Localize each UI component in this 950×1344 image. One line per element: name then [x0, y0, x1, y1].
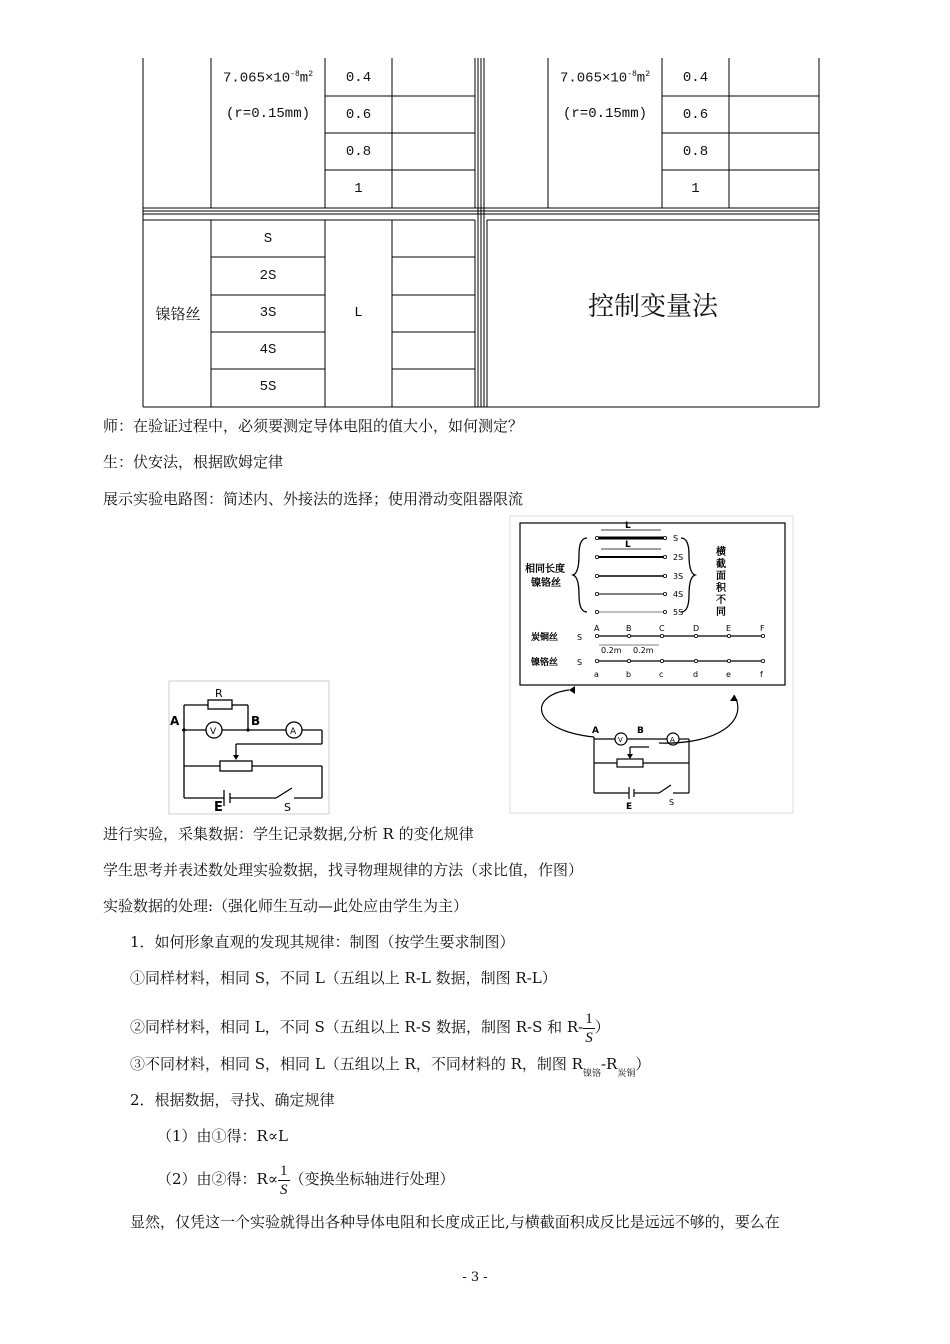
label-B: B — [251, 714, 261, 728]
point-letter: C — [659, 624, 665, 633]
s-label: S — [673, 534, 679, 543]
paragraph: 生：伏安法，根据欧姆定律 — [103, 453, 284, 471]
s-label: S — [577, 658, 583, 667]
paragraph: 师：在验证过程中，必须要测定导体电阻的值大小，如何测定？ — [103, 417, 524, 435]
item-text: ） — [635, 1055, 651, 1073]
point-letter: f — [760, 670, 763, 679]
area-unit: m — [636, 70, 646, 87]
wire-label: 镍铬丝 — [531, 658, 559, 668]
area-cell: S — [263, 231, 273, 247]
side-label-char: 横 — [716, 547, 726, 558]
label-B: B — [637, 726, 644, 736]
list-item: （1）由①得：R∝L — [157, 1127, 288, 1145]
subscript: 镍铬 — [582, 1069, 601, 1079]
length-cell: 0.8 — [345, 144, 372, 160]
label-E: E — [626, 802, 633, 812]
side-label-char: 截 — [716, 559, 726, 570]
fraction-denominator: S — [280, 1181, 288, 1198]
ammeter-icon: A — [290, 727, 297, 737]
length-symbol: L — [354, 305, 363, 321]
fraction-one-over-s — [583, 1010, 595, 1047]
side-label-char: 不 — [716, 595, 726, 606]
group-label: 镍铬丝 — [531, 578, 561, 589]
point-letter: A — [594, 624, 600, 633]
point-letter: E — [726, 624, 732, 633]
voltmeter-icon: V — [618, 736, 623, 744]
s-label: 4S — [673, 590, 684, 599]
paragraph: 展示实验电路图：简述内、外接法的选择；使用滑动变阻器限流 — [103, 490, 524, 508]
list-item — [157, 1158, 455, 1200]
area-unit-power: 2 — [645, 70, 651, 79]
method-label: 控制变量法 — [587, 292, 718, 322]
length-cell: 0.6 — [682, 107, 709, 123]
label-A: A — [592, 726, 599, 736]
area-exponent: -8 — [627, 70, 637, 79]
subscript: 炭铜 — [617, 1069, 636, 1079]
label-E: E — [214, 800, 223, 815]
list-item: 1．如何形象直观的发现其规律：制图（按学生要求制图） — [130, 933, 515, 951]
side-label-char: 同 — [716, 607, 726, 618]
area-cell: 5S — [259, 379, 277, 395]
item-text: ③不同材料，相同 S，相同 L（五组以上 R，不同材料的 R，制图 R — [130, 1055, 583, 1073]
point-letter: D — [693, 624, 700, 633]
item-text: （2）由②得：R∝ — [157, 1170, 278, 1188]
wire-label: 炭铜丝 — [531, 633, 559, 643]
area-cell: 4S — [259, 342, 277, 358]
radius-left: (r=0.15mm) — [225, 106, 310, 122]
length-label: L — [625, 540, 631, 550]
list-item — [130, 1006, 610, 1048]
area-cell: 2S — [259, 268, 277, 284]
fraction-one-over-s — [278, 1162, 290, 1199]
length-cell: 0.8 — [682, 144, 709, 160]
length-cell: 1 — [354, 181, 363, 197]
distance-label: 0.2m — [633, 646, 654, 655]
list-item: 2．根据数据，寻找、确定规律 — [130, 1091, 335, 1109]
left-circuit-diagram — [168, 680, 330, 816]
side-label-char: 积 — [716, 583, 726, 594]
area-cell: 3S — [259, 305, 277, 321]
distance-label: 0.2m — [601, 646, 622, 655]
area-unit: m — [299, 70, 309, 87]
paragraph: 进行实验，采集数据：学生记录数据,分析 R 的变化规律 — [103, 825, 474, 843]
area-value-left — [211, 70, 325, 87]
fraction-numerator: 1 — [280, 1162, 288, 1179]
list-item: ①同样材料，相同 S，不同 L（五组以上 R-L 数据，制图 R-L） — [130, 969, 557, 987]
s-label: S — [577, 633, 583, 642]
label-S: S — [284, 801, 291, 814]
area-value-right — [548, 70, 662, 87]
data-table-grid — [0, 0, 950, 420]
item-text: -R — [600, 1055, 618, 1073]
paragraph: 学生思考并表述数处理实验数据，找寻物理规律的方法（求比值，作图） — [103, 861, 584, 879]
point-letter: e — [726, 670, 731, 679]
paragraph: 实验数据的处理:（强化师生互动—此处应由学生为主） — [103, 897, 469, 915]
point-letter: F — [760, 624, 765, 633]
s-label: 2S — [673, 553, 684, 562]
ammeter-icon: A — [670, 736, 675, 744]
area-mantissa: 7.065×10 — [559, 70, 628, 87]
fraction-denominator: S — [585, 1029, 593, 1046]
length-cell: 0.4 — [682, 70, 709, 86]
item-text: ②同样材料，相同 L，不同 S（五组以上 R-S 数据，制图 R-S 和 R- — [130, 1018, 584, 1036]
page-number: - 3 - — [462, 1270, 488, 1285]
right-experiment-diagram — [509, 515, 794, 815]
paragraph: 显然，仅凭这一个实验就得出各种导体电阻和长度成正比,与横截面积成反比是远远不够的，要么在 — [130, 1213, 780, 1231]
material-label: 镍铬丝 — [155, 305, 201, 323]
point-letter: a — [594, 670, 599, 679]
point-letter: B — [626, 624, 632, 633]
area-unit-power: 2 — [308, 70, 314, 79]
radius-right: (r=0.15mm) — [562, 106, 647, 122]
area-mantissa: 7.065×10 — [222, 70, 291, 87]
point-letter: c — [659, 670, 664, 679]
list-item — [130, 1054, 650, 1077]
fraction-numerator: 1 — [585, 1010, 593, 1027]
group-label: 相同长度 — [525, 564, 565, 575]
item-text: ） — [594, 1018, 610, 1036]
point-letter: d — [693, 670, 699, 679]
length-cell: 1 — [691, 181, 700, 197]
area-exponent: -8 — [290, 70, 300, 79]
length-cell: 0.6 — [345, 107, 372, 123]
voltmeter-icon: V — [210, 727, 217, 737]
length-cell: 0.4 — [345, 70, 372, 86]
side-label-char: 面 — [716, 571, 726, 582]
label-S: S — [669, 798, 675, 807]
s-label: 5S — [673, 608, 684, 617]
length-label: L — [625, 521, 631, 531]
s-label: 3S — [673, 572, 684, 581]
point-letter: b — [626, 670, 632, 679]
item-text: （变换坐标轴进行处理） — [289, 1170, 455, 1188]
label-R: R — [215, 687, 223, 700]
label-A: A — [170, 714, 180, 728]
